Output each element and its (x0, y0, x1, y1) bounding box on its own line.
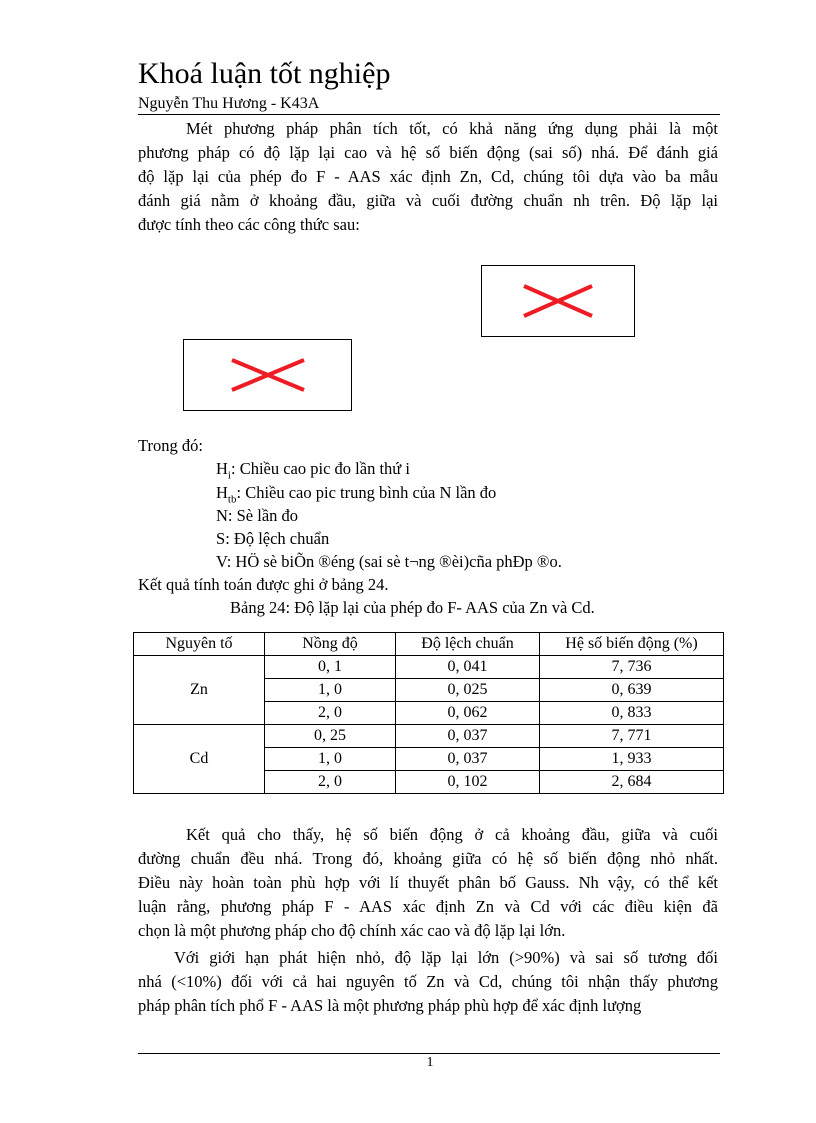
text-line: Điều này hoàn toàn phù hợp với lí thuyết phân bố Gauss. Nh vậy, có thể kết (138, 873, 718, 892)
table-cell: 7, 736 (540, 656, 724, 679)
table-cell: 0, 833 (540, 702, 724, 725)
table-cell: 2, 0 (265, 771, 396, 794)
table-cell: 1, 933 (540, 748, 724, 771)
table-cell: 1, 0 (265, 748, 396, 771)
text-line: luận rằng, phương pháp F - AAS xác định Zn và Cd với các điều kiện đã (138, 897, 718, 916)
column-header: Nồng độ (265, 633, 396, 656)
table-cell: 7, 771 (540, 725, 724, 748)
text-line: độ lặp lại của phép đo F - AAS xác định Zn, Cd, chúng tôi dựa vào ba mẫu (138, 167, 718, 186)
table-cell: 0, 041 (396, 656, 540, 679)
table-cell: 0, 25 (265, 725, 396, 748)
page-number: 1 (426, 1055, 434, 1070)
legend-item: $H_i$: Chiều cao pic đo lần thứ i (216, 459, 410, 482)
table-cell: 0, 025 (396, 679, 540, 702)
document-title: Khoá luận tốt nghiệp (138, 57, 391, 90)
text-line: Mét phương pháp phân tích tốt, có khả năng ứng dụng phải là một (186, 119, 718, 138)
element-cell: Zn (134, 656, 265, 725)
table-cell: 0, 037 (396, 748, 540, 771)
legend-item: S: Độ lệch chuẩn (216, 529, 330, 548)
paragraph-summary (138, 946, 718, 1018)
text-line: chọn là một phương pháp cho độ chính xác cao và độ lặp lại lớn. (138, 921, 566, 940)
table-cell: 0, 1 (265, 656, 396, 679)
legend-intro: Trong đó: (138, 436, 203, 455)
legend-item: $H_{tb}$: Chiều cao pic trung bình của N lần đo (216, 483, 497, 506)
column-header: Hệ số biến động (%) (540, 633, 724, 656)
legend-item: N: Sè lần đo (216, 506, 299, 525)
table-cell: 0, 102 (396, 771, 540, 794)
formula-image-placeholder (481, 265, 635, 337)
text-line: đánh giá nằm ở khoảng đầu, giữa và cuối đường chuẩn nh trên. Độ lặp lại (138, 191, 718, 210)
text-line: pháp phân tích phổ F - AAS là một phương pháp phù hợp để xác định lượng (138, 996, 642, 1015)
text-line: Với giới hạn phát hiện nhỏ, độ lặp lại lớn (>90%) và sai số tương đối (174, 948, 718, 967)
author-line: Nguyễn Thu Hương - K43A (138, 95, 320, 112)
footer-rule (138, 1053, 720, 1054)
header-rule (138, 114, 720, 115)
table-caption: Bảng 24: Độ lặp lại của phép đo F- AAS của Zn và Cd. (230, 598, 595, 617)
element-cell: Cd (134, 725, 265, 794)
table-cell: 0, 639 (540, 679, 724, 702)
data-table (133, 632, 724, 794)
paragraph-conclusion (138, 823, 718, 943)
formula-image-placeholder (183, 339, 352, 411)
table-row (134, 656, 724, 679)
text-line: Kết quả cho thấy, hệ số biến động ở cả khoảng đầu, giữa và cuối (186, 825, 718, 844)
table-cell: 2, 0 (265, 702, 396, 725)
table-cell: 0, 037 (396, 725, 540, 748)
table-cell: 2, 684 (540, 771, 724, 794)
text-line: được tính theo các công thức sau: (138, 215, 360, 234)
table-cell: 0, 062 (396, 702, 540, 725)
text-line: nhá (<10%) đối với cả hai nguyên tố Zn và Cd, chúng tôi nhận thấy phương (138, 972, 718, 991)
legend-item: V: HÖ sè biÕn ®éng (sai sè t¬ng ®èi)cña phÐp ®o. (216, 552, 562, 571)
table-cell: 1, 0 (265, 679, 396, 702)
text-line: đường chuẩn đều nhá. Trong đó, khoảng giữa có hệ số biến động nhỏ nhất. (138, 849, 718, 868)
text-line: phương pháp có độ lặp lại cao và hệ số biến động (sai số) nhá. Để đánh giá (138, 143, 718, 162)
paragraph-intro (138, 117, 718, 237)
table-header-row (134, 633, 724, 656)
table-row (134, 725, 724, 748)
result-line: Kết quả tính toán được ghi ở bảng 24. (138, 575, 389, 594)
column-header: Nguyên tố (134, 633, 265, 656)
column-header: Độ lệch chuẩn (396, 633, 540, 656)
